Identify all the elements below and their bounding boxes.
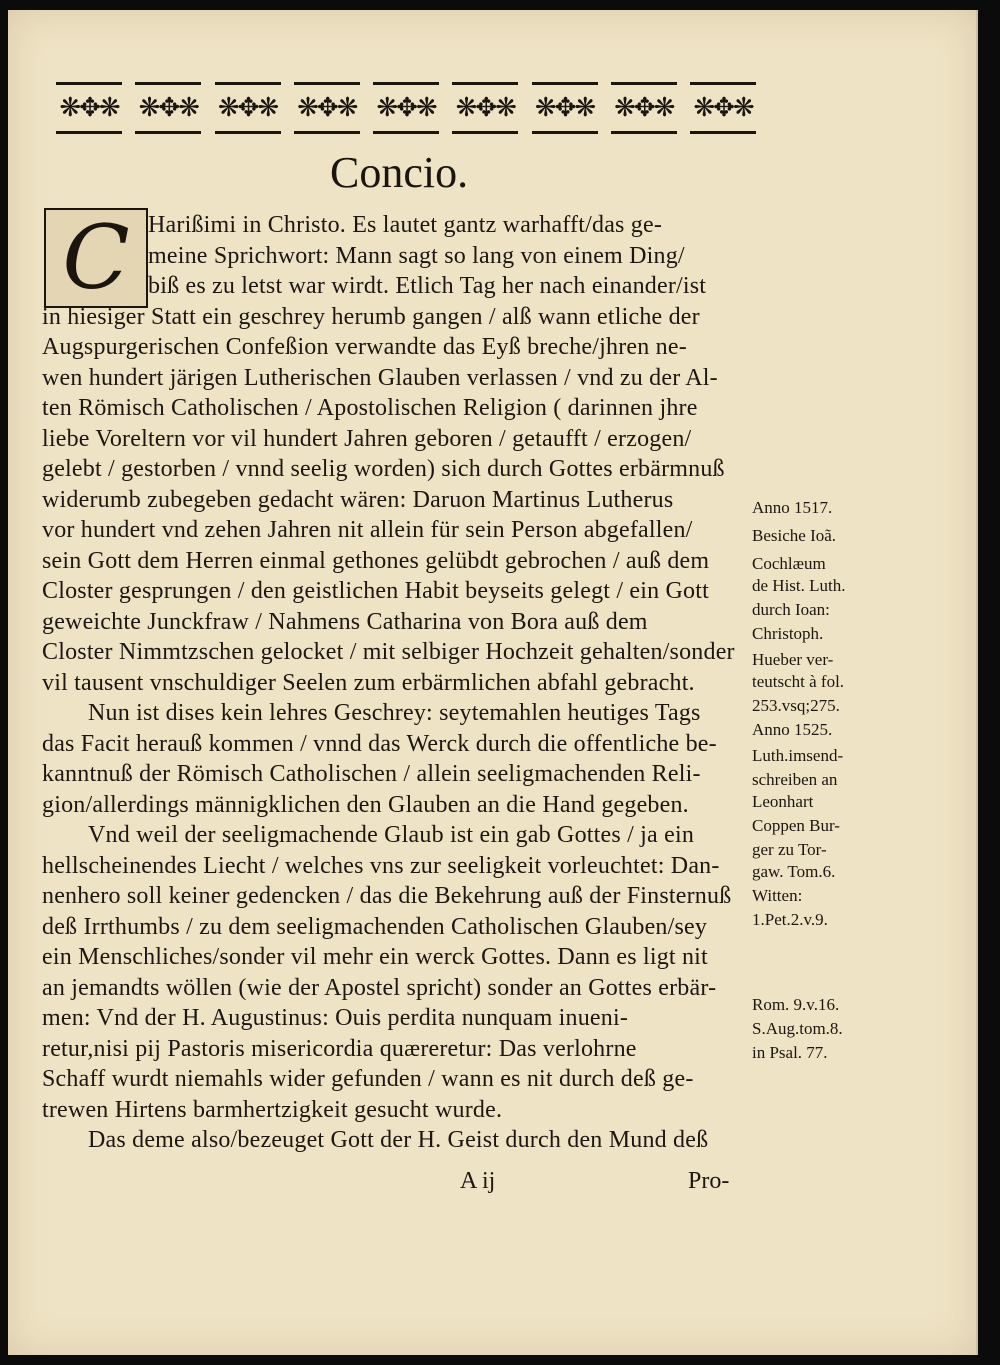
ornament-unit: ❋✥❋ <box>690 82 756 134</box>
margin-note: de Hist. Luth. <box>752 576 846 595</box>
margin-note: teutscht à fol. <box>752 672 845 691</box>
decorated-initial: C <box>44 208 148 308</box>
body-line: geweichte Junckfraw / Nahmens Catharina von Bora auß dem <box>42 608 648 635</box>
body-line: in hiesiger Statt ein geschrey herumb gangen / alß wann etliche der <box>42 303 700 330</box>
body-line: deß Irrthumbs / zu dem seeligmachenden Catholischen Glauben/sey <box>42 913 708 940</box>
signature-mark: A ij <box>460 1168 496 1194</box>
body-line: Closter Nimmtzschen gelocket / mit selbiger Hochzeit gehalten/sonder <box>42 639 735 665</box>
body-line: retur,nisi pij Pastoris misericordia quæreretur: Das verlohrne <box>42 1035 637 1062</box>
margin-note: ger zu Tor- <box>752 840 827 859</box>
body-line: vor hundert vnd zehen Jahren nit allein für sein Person abgefallen/ <box>42 517 693 543</box>
body-line: Vnd weil der seeligmachende Glaub ist ein gab Gottes / ja ein <box>88 822 695 848</box>
margin-note: schreiben an <box>752 770 838 789</box>
margin-note: S.Aug.tom.8. <box>752 1019 843 1038</box>
margin-note: Cochlæum <box>752 554 826 573</box>
page <box>8 10 978 1355</box>
headpiece-ornament <box>56 82 756 134</box>
body-line: Das deme also/bezeuget Gott der H. Geist durch den Mund deß <box>88 1127 709 1153</box>
body-line: men: Vnd der H. Augustinus: Ouis perdita nunquam inueni- <box>42 1005 629 1031</box>
body-line: ten Römisch Catholischen / Apostolischen Religion ( darinnen jhre <box>42 395 698 421</box>
ornament-unit: ❋✥❋ <box>532 82 598 134</box>
body-line: ein Menschliches/sonder vil mehr ein werck Gottes. Dann es ligt nit <box>42 944 708 970</box>
ornament-unit: ❋✥❋ <box>452 82 518 134</box>
body-line: das Facit herauß kommen / vnnd das Werck durch die offentliche be- <box>42 730 717 757</box>
body-line: trewen Hirtens barmhertzigkeit gesucht wurde. <box>42 1096 503 1123</box>
margin-note: Hueber ver- <box>752 650 834 669</box>
margin-note: Anno 1525. <box>752 720 833 739</box>
margin-note: Leonhart <box>752 792 814 811</box>
page-title: Concio. <box>330 148 469 197</box>
margin-note: Besiche Ioã. <box>752 526 837 545</box>
body-line: nenhero soll keiner gedencken / das die Bekehrung auß der Finsternuß <box>42 883 732 909</box>
body-line: an jemandts wöllen (wie der Apostel spricht) sonder an Gottes erbär- <box>42 974 717 1001</box>
margin-note: in Psal. 77. <box>752 1043 828 1062</box>
margin-note: Coppen Bur- <box>752 816 840 835</box>
body-line: Harißimi in Christo. Es lautet gantz warhafft/das ge- <box>148 212 663 238</box>
margin-note: Anno 1517. <box>752 498 833 517</box>
body-line: gion/allerdings männigklichen den Glauben an die Hand gegeben. <box>42 791 689 818</box>
ornament-unit: ❋✥❋ <box>373 82 439 134</box>
margin-note: durch Ioan: <box>752 600 830 619</box>
ornament-unit: ❋✥❋ <box>294 82 360 134</box>
ornament-unit: ❋✥❋ <box>135 82 201 134</box>
margin-note: 253.vsq;275. <box>752 696 840 715</box>
margin-note: Luth.imsend- <box>752 746 844 765</box>
body-line: Closter gesprungen / den geistlichen Habit beyseits gelegt / ein Gott <box>42 578 709 604</box>
body-line: biß es zu letst war wirdt. Etlich Tag her nach einander/ist <box>148 273 707 299</box>
body-line: meine Sprichwort: Mann sagt so lang von einem Ding/ <box>148 242 685 269</box>
ornament-unit: ❋✥❋ <box>56 82 122 134</box>
body-line: kanntnuß der Römisch Catholischen / allein seeligmachenden Reli- <box>42 761 701 787</box>
margin-note: gaw. Tom.6. <box>752 862 836 881</box>
body-line: widerumb zubegeben gedacht wären: Daruon Martinus Lutherus <box>42 486 674 513</box>
margin-note: Christoph. <box>752 624 824 643</box>
body-line: wen hundert järigen Lutherischen Glauben verlassen / vnd zu der Al- <box>42 364 718 391</box>
margin-note: Rom. 9.v.16. <box>752 995 840 1014</box>
margin-note: 1.Pet.2.v.9. <box>752 910 828 929</box>
body-line: Schaff wurdt niemahls wider gefunden / wann es nit durch deß ge- <box>42 1066 694 1092</box>
body-line: hellscheinendes Liecht / welches vns zur seeligkeit vorleuchtet: Dan- <box>42 852 720 879</box>
body-line: sein Gott dem Herren einmal gethones gelübdt gebrochen / auß dem <box>42 547 710 574</box>
catchword: Pro- <box>688 1168 730 1194</box>
body-line: liebe Voreltern vor vil hundert Jahren geboren / getaufft / erzogen/ <box>42 425 692 452</box>
body-line: Nun ist dises kein lehres Geschrey: seytemahlen heutiges Tags <box>88 700 701 726</box>
ornament-unit: ❋✥❋ <box>215 82 281 134</box>
body-line: Augspurgerischen Confeßion verwandte das Eyß breche/jhren ne- <box>42 334 687 360</box>
ornament-unit: ❋✥❋ <box>611 82 677 134</box>
body-line: gelebt / gestorben / vnnd seelig worden) sich durch Gottes erbärmnuß <box>42 456 725 482</box>
margin-note: Witten: <box>752 886 803 905</box>
body-line: vil tausent vnschuldiger Seelen zum erbärmlichen abfahl gebracht. <box>42 669 695 696</box>
